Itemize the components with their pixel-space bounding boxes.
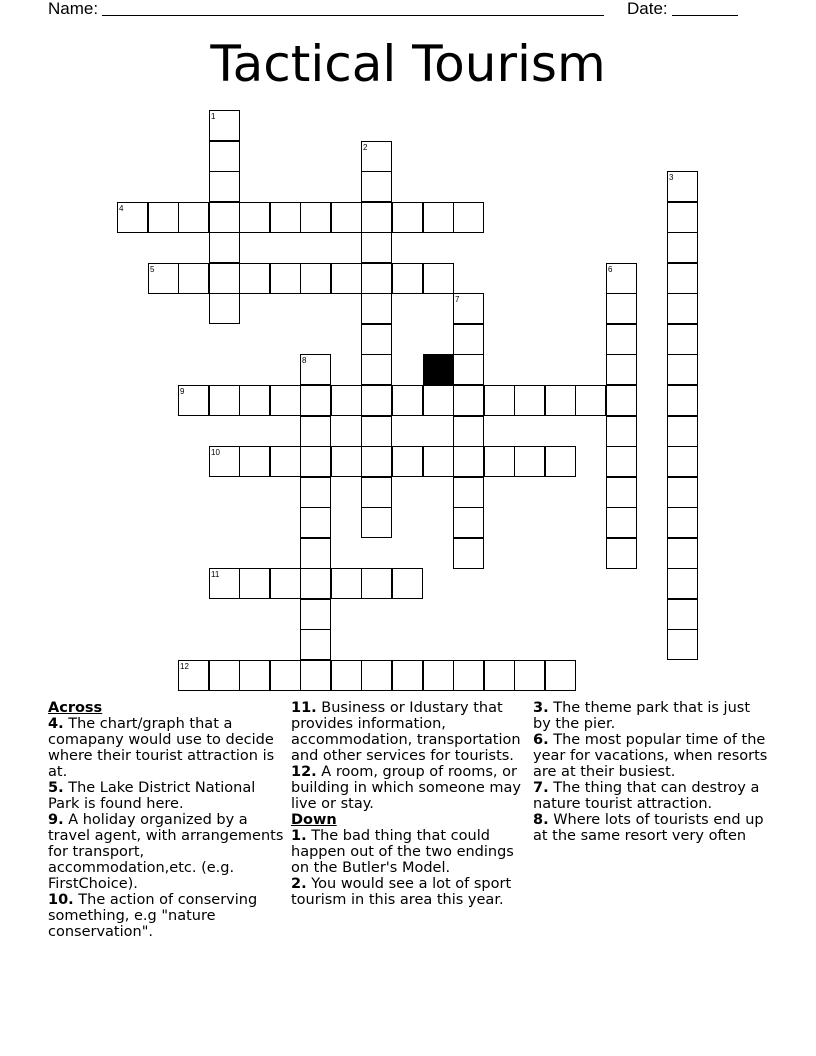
clues-column-2 — [291, 700, 527, 908]
grid-cell[interactable] — [361, 416, 392, 447]
grid-cell[interactable] — [361, 141, 392, 172]
clue-number: 10. — [48, 892, 74, 908]
puzzle-title: Tactical Tourism — [210, 35, 606, 93]
across-clue-list-continued — [291, 700, 527, 812]
grid-cell[interactable] — [361, 507, 392, 538]
down-clue — [533, 812, 769, 844]
grid-cell[interactable] — [239, 202, 270, 233]
clue-number: 3. — [533, 700, 549, 716]
clue-number: 12. — [291, 764, 317, 780]
grid-cell[interactable] — [209, 141, 240, 172]
clue-number-6: 6 — [608, 265, 613, 274]
grid-cell[interactable] — [361, 354, 392, 385]
grid-cell[interactable] — [423, 202, 454, 233]
date-field[interactable] — [627, 0, 738, 18]
grid-cell[interactable] — [514, 660, 545, 691]
grid-cell[interactable] — [209, 446, 240, 477]
across-clue — [48, 892, 284, 940]
grid-cell[interactable] — [361, 568, 392, 599]
clue-number: 4. — [48, 716, 64, 732]
clue-number: 9. — [48, 812, 64, 828]
clue-text: The chart/graph that a comapany would use to decide where their tourist attraction is at. — [48, 716, 275, 780]
across-heading: Across — [48, 700, 103, 716]
grid-cell[interactable] — [667, 629, 698, 660]
grid-cell[interactable] — [361, 202, 392, 233]
grid-cell[interactable] — [209, 660, 240, 691]
clue-text: The thing that can destroy a nature tourist attraction. — [533, 780, 760, 812]
grid-cell[interactable] — [239, 568, 270, 599]
grid-cell[interactable] — [606, 416, 637, 447]
grid-cell[interactable] — [392, 660, 423, 691]
grid-cell[interactable] — [484, 446, 515, 477]
grid-cell[interactable] — [209, 385, 240, 416]
grid-cell[interactable] — [300, 477, 331, 508]
grid-cell[interactable] — [331, 385, 362, 416]
grid-cell[interactable] — [300, 416, 331, 447]
grid-cell[interactable] — [270, 568, 301, 599]
grid-cell[interactable] — [361, 293, 392, 324]
grid-cell[interactable] — [361, 385, 392, 416]
grid-cell[interactable] — [667, 446, 698, 477]
grid-cell[interactable] — [606, 507, 637, 538]
grid-cell[interactable] — [361, 171, 392, 202]
clue-number: 7. — [533, 780, 549, 796]
grid-cell[interactable] — [667, 385, 698, 416]
clue-text: The action of conserving something, e.g "nature conservation". — [48, 892, 258, 940]
grid-cell[interactable] — [209, 171, 240, 202]
grid-cell[interactable] — [270, 202, 301, 233]
grid-cell[interactable] — [178, 263, 209, 294]
grid-cell[interactable] — [392, 385, 423, 416]
name-label: Name: — [48, 0, 99, 18]
grid-cell[interactable] — [300, 385, 331, 416]
grid-cell[interactable] — [606, 538, 637, 569]
grid-cell[interactable] — [392, 263, 423, 294]
grid-cell[interactable] — [667, 507, 698, 538]
across-clue — [48, 716, 284, 780]
grid-cell[interactable] — [606, 385, 637, 416]
grid-cell[interactable] — [331, 660, 362, 691]
grid-cell[interactable] — [331, 263, 362, 294]
date-line[interactable] — [672, 0, 738, 16]
grid-cell[interactable] — [423, 446, 454, 477]
grid-cell[interactable] — [239, 660, 270, 691]
clues-column-1 — [48, 700, 284, 940]
grid-cell[interactable] — [239, 263, 270, 294]
grid-cell[interactable] — [209, 232, 240, 263]
grid-cell[interactable] — [484, 660, 515, 691]
grid-cell[interactable] — [667, 538, 698, 569]
grid-cell[interactable] — [361, 263, 392, 294]
grid-cell[interactable] — [392, 202, 423, 233]
date-label: Date: — [627, 0, 668, 18]
grid-cell[interactable] — [575, 385, 606, 416]
across-clue — [291, 764, 527, 812]
grid-cell[interactable] — [667, 263, 698, 294]
grid-cell[interactable] — [209, 293, 240, 324]
down-clue — [291, 828, 527, 876]
grid-cell[interactable] — [453, 385, 484, 416]
grid-cell[interactable] — [484, 385, 515, 416]
grid-cell[interactable] — [667, 171, 698, 202]
grid-cell[interactable] — [392, 446, 423, 477]
grid-cell[interactable] — [606, 263, 637, 294]
grid-cell[interactable] — [300, 507, 331, 538]
clue-text: You would see a lot of sport tourism in this area this year. — [291, 876, 512, 908]
grid-cell[interactable] — [331, 202, 362, 233]
grid-cell[interactable] — [209, 110, 240, 141]
grid-cell[interactable] — [667, 599, 698, 630]
grid-cell[interactable] — [361, 324, 392, 355]
clue-number: 11. — [291, 700, 317, 716]
clue-number: 1. — [291, 828, 307, 844]
grid-cell[interactable] — [453, 202, 484, 233]
across-clue-list — [48, 716, 284, 940]
clue-text: The theme park that is just by the pier. — [533, 700, 751, 732]
grid-cell[interactable] — [178, 202, 209, 233]
grid-cell[interactable] — [361, 477, 392, 508]
clue-number-12: 12 — [180, 662, 189, 671]
grid-cell[interactable] — [300, 263, 331, 294]
clue-number: 6. — [533, 732, 549, 748]
name-field[interactable] — [48, 0, 604, 18]
grid-cell[interactable] — [148, 202, 179, 233]
grid-cell[interactable] — [667, 202, 698, 233]
grid-cell[interactable] — [117, 202, 148, 233]
grid-cell[interactable] — [300, 354, 331, 385]
grid-cell[interactable] — [453, 660, 484, 691]
grid-cell[interactable] — [209, 263, 240, 294]
clue-number-11: 11 — [211, 570, 220, 579]
grid-cell[interactable] — [331, 446, 362, 477]
grid-cell[interactable] — [545, 660, 576, 691]
across-clue — [48, 780, 284, 812]
clue-text: Business or Idustary that provides information, accommodation, transportation and other services for tourists. — [291, 700, 521, 764]
grid-cell[interactable] — [453, 477, 484, 508]
grid-cell[interactable] — [209, 568, 240, 599]
down-clue — [291, 876, 527, 908]
clue-text: The most popular time of the year for vacations, when resorts are at their busiest. — [533, 732, 768, 780]
clue-number-5: 5 — [150, 265, 155, 274]
clue-number-1: 1 — [211, 112, 216, 121]
clue-text: A holiday organized by a travel agent, with arrangements for transport, accommodation,etc. (e.g. FirstChoice). — [48, 812, 284, 892]
black-cell — [423, 354, 454, 385]
grid-cell[interactable] — [453, 507, 484, 538]
grid-cell[interactable] — [667, 416, 698, 447]
grid-cell[interactable] — [300, 568, 331, 599]
clue-number-4: 4 — [119, 204, 124, 213]
grid-cell[interactable] — [270, 385, 301, 416]
grid-cell[interactable] — [453, 354, 484, 385]
grid-cell[interactable] — [453, 416, 484, 447]
grid-cell[interactable] — [514, 446, 545, 477]
grid-cell[interactable] — [392, 568, 423, 599]
grid-cell[interactable] — [453, 446, 484, 477]
clue-text: A room, group of rooms, or building in which someone may live or stay. — [291, 764, 522, 812]
clue-number-9: 9 — [180, 387, 185, 396]
grid-cell[interactable] — [423, 660, 454, 691]
grid-cell[interactable] — [667, 477, 698, 508]
grid-cell[interactable] — [239, 385, 270, 416]
across-clue — [291, 700, 527, 764]
grid-cell[interactable] — [270, 263, 301, 294]
name-line[interactable] — [102, 0, 604, 16]
clue-number: 5. — [48, 780, 64, 796]
clue-number: 2. — [291, 876, 307, 892]
clue-number: 8. — [533, 812, 549, 828]
grid-cell[interactable] — [545, 446, 576, 477]
header — [0, 0, 816, 22]
grid-cell[interactable] — [300, 446, 331, 477]
grid-cell[interactable] — [606, 477, 637, 508]
grid-cell[interactable] — [361, 660, 392, 691]
grid-cell[interactable] — [423, 263, 454, 294]
grid-cell[interactable] — [178, 385, 209, 416]
down-clue — [533, 780, 769, 812]
grid-cell[interactable] — [300, 538, 331, 569]
grid-cell[interactable] — [667, 568, 698, 599]
grid-cell[interactable] — [453, 293, 484, 324]
down-clue — [533, 700, 769, 732]
across-clue — [48, 812, 284, 892]
down-clue — [533, 732, 769, 780]
grid-cell[interactable] — [300, 629, 331, 660]
grid-cell[interactable] — [331, 568, 362, 599]
clue-text: The Lake District National Park is found here. — [48, 780, 256, 812]
grid-cell[interactable] — [667, 232, 698, 263]
clue-number-10: 10 — [211, 448, 220, 457]
grid-cell[interactable] — [453, 538, 484, 569]
grid-cell[interactable] — [667, 354, 698, 385]
grid-cell[interactable] — [606, 354, 637, 385]
grid-cell[interactable] — [453, 324, 484, 355]
clue-number-8: 8 — [302, 356, 307, 365]
grid-cell[interactable] — [270, 446, 301, 477]
clue-number-3: 3 — [669, 173, 674, 182]
grid-cell[interactable] — [361, 446, 392, 477]
grid-cell[interactable] — [606, 293, 637, 324]
clue-number-2: 2 — [363, 143, 368, 152]
down-heading: Down — [291, 812, 337, 828]
grid-cell[interactable] — [300, 202, 331, 233]
grid-cell[interactable] — [545, 385, 576, 416]
clues-column-3 — [533, 700, 769, 844]
down-clue-list-continued — [533, 700, 769, 844]
grid-cell[interactable] — [667, 324, 698, 355]
grid-cell[interactable] — [178, 660, 209, 691]
down-clue-list — [291, 828, 527, 908]
grid-cell[interactable] — [239, 446, 270, 477]
grid-cell[interactable] — [606, 324, 637, 355]
grid-cell[interactable] — [667, 293, 698, 324]
grid-cell[interactable] — [270, 660, 301, 691]
grid-cell[interactable] — [300, 660, 331, 691]
grid-cell[interactable] — [606, 446, 637, 477]
grid-cell[interactable] — [361, 232, 392, 263]
grid-cell[interactable] — [300, 599, 331, 630]
grid-cell[interactable] — [423, 385, 454, 416]
clue-number-7: 7 — [455, 295, 460, 304]
grid-cell[interactable] — [514, 385, 545, 416]
grid-cell[interactable] — [148, 263, 179, 294]
clue-text: Where lots of tourists end up at the same resort very often — [533, 812, 764, 844]
clue-text: The bad thing that could happen out of the two endings on the Butler's Model. — [291, 828, 514, 876]
grid-cell[interactable] — [209, 202, 240, 233]
